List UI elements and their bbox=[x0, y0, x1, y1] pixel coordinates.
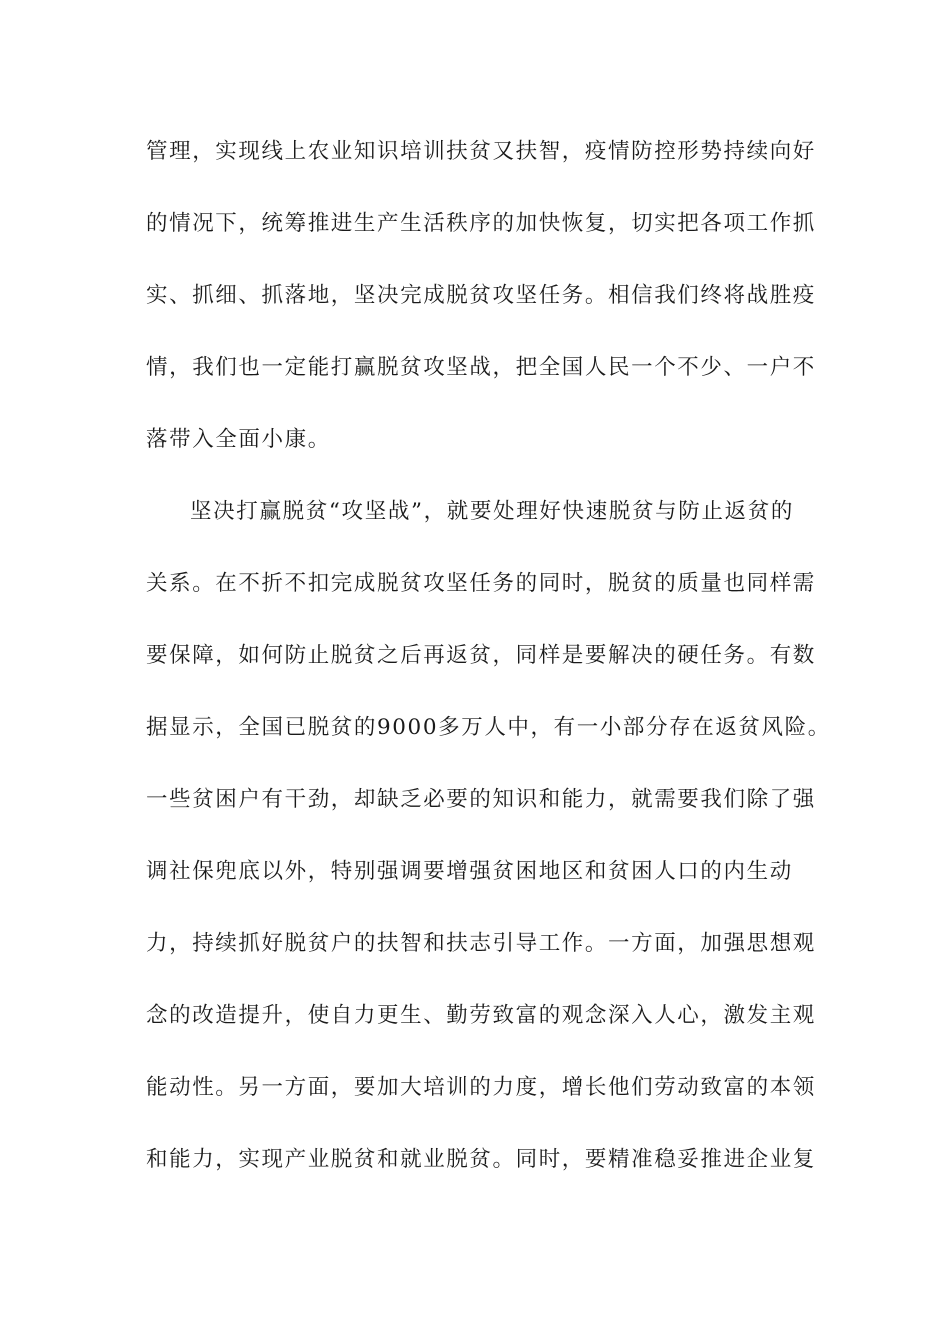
paragraph-first-line: 坚决打赢脱贫“攻坚战”，就要处理好快速脱贫与防止返贫的 bbox=[190, 499, 794, 524]
text-line: 念的改造提升，使自力更生、勤劳致富的观念深入人心，激发主观 bbox=[146, 1003, 816, 1028]
text-line: 要保障，如何防止脱贫之后再返贫，同样是要解决的硬任务。有数 bbox=[146, 643, 816, 668]
text-line: 一些贫困户有干劲，却缺乏必要的知识和能力，就需要我们除了强 bbox=[146, 787, 816, 812]
text-line: 力，持续抓好脱贫户的扶智和扶志引导工作。一方面，加强思想观 bbox=[146, 931, 816, 956]
text-line: 能动性。另一方面，要加大培训的力度，增长他们劳动致富的本领 bbox=[146, 1075, 816, 1100]
text-line: 落带入全面小康。 bbox=[146, 427, 331, 452]
text-line: 管理，实现线上农业知识培训扶贫又扶智，疫情防控形势持续向好 bbox=[146, 139, 816, 164]
text-line: 的情况下，统筹推进生产生活秩序的加快恢复，切实把各项工作抓 bbox=[146, 211, 816, 236]
text-line: 调社保兜底以外，特别强调要增强贫困地区和贫困人口的内生动 bbox=[146, 859, 793, 884]
text-line: 实、抓细、抓落地，坚决完成脱贫攻坚任务。相信我们终将战胜疫 bbox=[146, 283, 816, 308]
text-line: 和能力，实现产业脱贫和就业脱贫。同时，要精准稳妥推进企业复 bbox=[146, 1147, 816, 1172]
text-line: 据显示，全国已脱贫的9000多万人中，有一小部分存在返贫风险。 bbox=[146, 715, 831, 740]
text-line: 关系。在不折不扣完成脱贫攻坚任务的同时，脱贫的质量也同样需 bbox=[146, 571, 816, 596]
text-line: 情，我们也一定能打赢脱贫攻坚战，把全国人民一个不少、一户不 bbox=[146, 355, 816, 380]
